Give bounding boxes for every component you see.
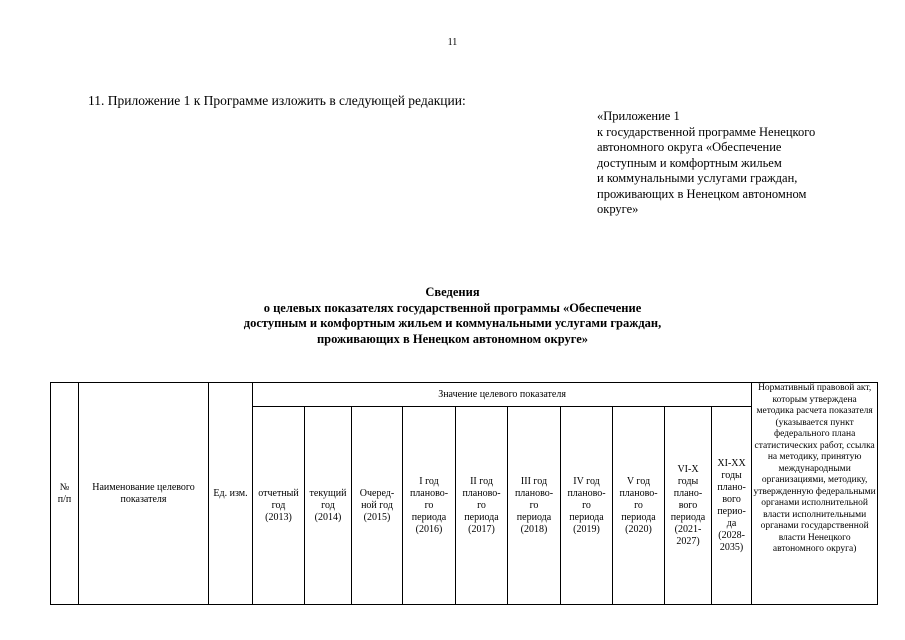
instruction-text: 11. Приложение 1 к Программе изложить в следующей редакции: bbox=[88, 93, 466, 108]
appendix-note-line: к государственной программе Ненецкого bbox=[597, 124, 816, 139]
heading-line: доступным и комфортным жильем и коммунальными услугами граждан, bbox=[243, 316, 662, 330]
header-period: VI-X годы плано- вого периода (2021- 2027) bbox=[665, 407, 712, 605]
header-period: XI-XX годы плано- вого перио- да (2028- 2035) bbox=[712, 407, 752, 605]
header-unit: Ед. изм. bbox=[209, 383, 253, 605]
appendix-note-line: проживающих в Ненецком автономном bbox=[597, 186, 807, 201]
indicators-table bbox=[50, 382, 878, 605]
header-period: Очеред- ной год (2015) bbox=[352, 407, 403, 605]
header-period: V год планово- го периода (2020) bbox=[613, 407, 665, 605]
header-period: I год планово- го периода (2016) bbox=[403, 407, 456, 605]
header-indicator-value-group: Значение целевого показателя bbox=[253, 383, 752, 407]
header-number: № п/п bbox=[51, 383, 79, 605]
appendix-note-line: округе» bbox=[597, 202, 639, 216]
header-period: IV год планово- го периода (2019) bbox=[561, 407, 613, 605]
heading-line: проживающих в Ненецком автономном округе» bbox=[316, 331, 589, 346]
appendix-note-line: и коммунальными услугами граждан, bbox=[597, 171, 798, 185]
document-heading bbox=[0, 285, 905, 347]
header-period: II год планово- го периода (2017) bbox=[456, 407, 508, 605]
header-period: текущий год (2014) bbox=[305, 407, 352, 605]
appendix-note-line: доступным и комфортным жильем bbox=[597, 155, 782, 170]
header-indicator-name: Наименование целевого показателя bbox=[79, 383, 209, 605]
page-number: 11 bbox=[447, 37, 458, 48]
appendix-note bbox=[597, 109, 897, 218]
heading-line: о целевых показателях государственной программы «Обеспечение bbox=[263, 300, 642, 315]
header-period: III год планово- го периода (2018) bbox=[508, 407, 561, 605]
header-period: отчетный год (2013) bbox=[253, 407, 305, 605]
appendix-note-line: «Приложение 1 bbox=[597, 109, 680, 123]
heading-title: Сведения bbox=[425, 285, 480, 299]
header-legal-act: Нормативный правовой акт, которым утверждена методика расчета показателя (указывается пункт федерального плана статистических работ, ссылка на методику, принятую международными организациями, методику, утвержденную федеральными органами исполнительной власти исполнительными органами государственной власти Ненецкого автономного округа) bbox=[752, 383, 878, 605]
appendix-note-line: автономного округа «Обеспечение bbox=[597, 140, 782, 154]
